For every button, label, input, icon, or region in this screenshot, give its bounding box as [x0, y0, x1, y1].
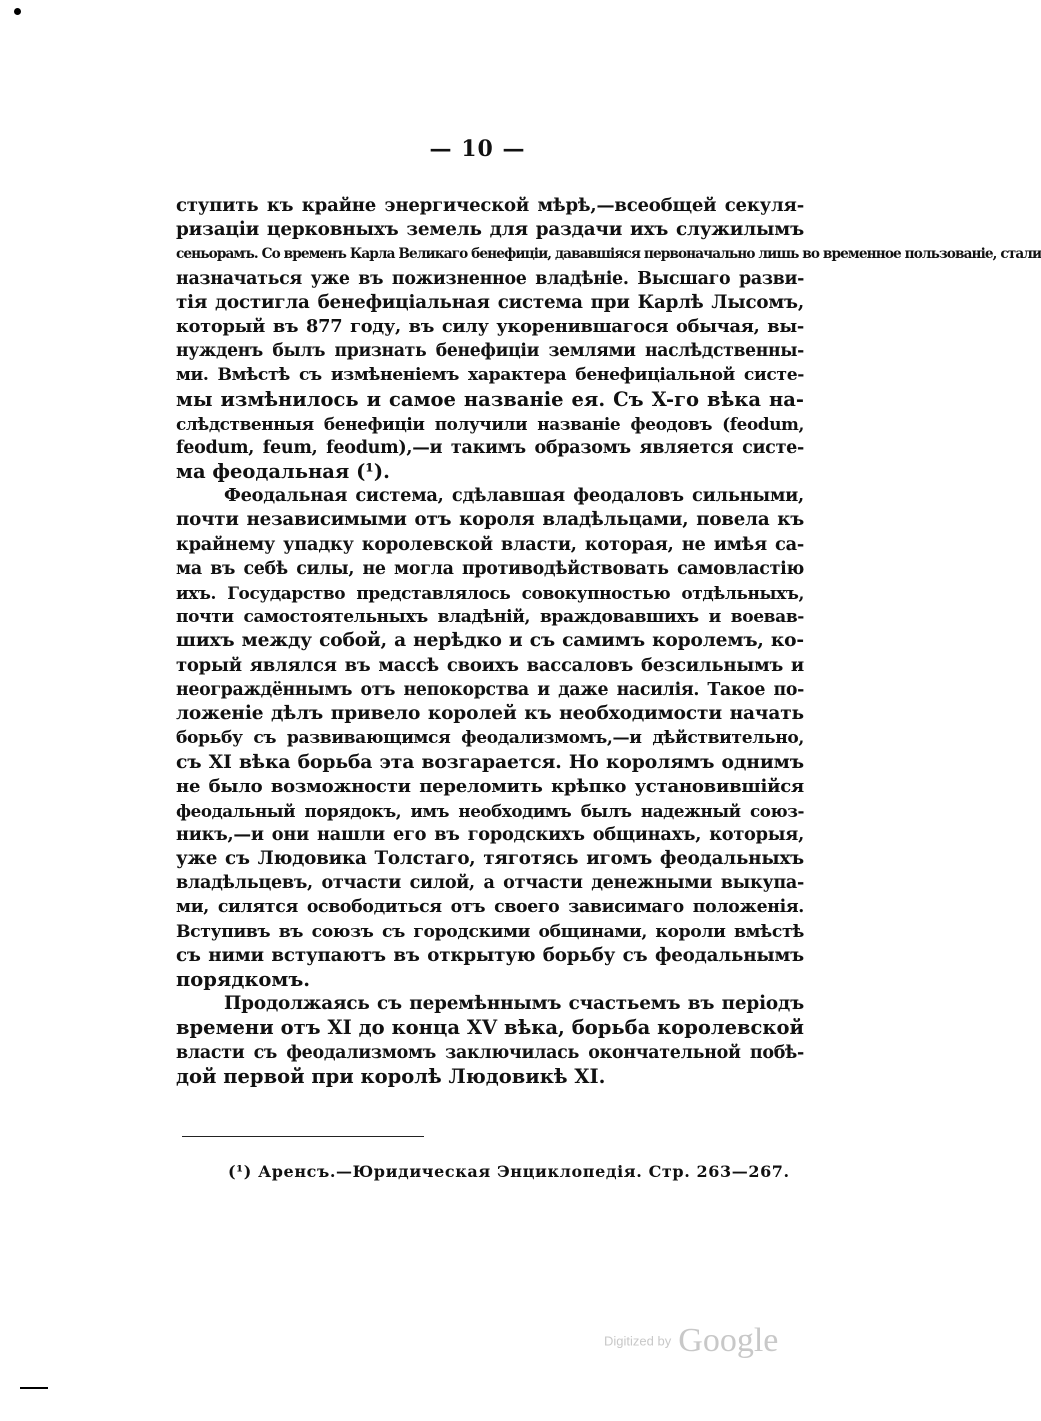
paragraph	[176, 992, 804, 1089]
text-line: мы измѣнилось и самое названіе ея. Съ X-го вѣка на-	[176, 387, 804, 411]
text-line: ми, силятся освободиться отъ своего зависимаго положенія.	[176, 897, 804, 918]
text-line: шихъ между собой, а нерѣдко и съ самимъ королемъ, ко-	[176, 630, 804, 652]
text-line: никъ,—и они нашли его въ городскихъ общинахъ, которыя,	[176, 823, 804, 845]
digitized-watermark	[604, 1322, 778, 1360]
text-line: ложеніе дѣлъ привело королей къ необходимости начать	[176, 702, 804, 724]
paragraph	[176, 484, 804, 992]
paragraph	[176, 194, 1041, 484]
text-line: власти съ феодализмомъ заключилась окончательной побѣ-	[176, 1042, 804, 1063]
body-text	[176, 194, 1041, 1089]
watermark-prefix: Digitized by	[604, 1333, 672, 1349]
scan-mark	[20, 1387, 48, 1389]
text-line: неограждённымъ отъ непокорства и даже насилія. Такое по-	[176, 679, 804, 700]
text-line: ступить къ крайне энергической мѣрѣ,—всеобщей секуля-	[176, 195, 804, 216]
text-line: уже съ Людовика Толстаго, тяготясь игомъ феодальныхъ	[176, 848, 804, 870]
text-line: назначаться уже въ пожизненное владѣніе. Высшаго разви-	[176, 268, 804, 289]
text-line: владѣльцевъ, отчасти силой, а отчасти денежными выкупа-	[176, 872, 804, 894]
text-line: крайнему упадку королевской власти, которая, не имѣя са-	[176, 533, 804, 555]
footnote-rule	[182, 1136, 424, 1137]
text-line: сеньорамъ. Со временъ Карла Великаго бенефиціи, дававшіяся первоначально лишь во временное пользованіе, стали	[176, 246, 1041, 263]
text-line: который въ 877 году, въ силу укоренившагося обычая, вы-	[176, 315, 804, 337]
text-line: феодальный порядокъ, имъ необходимъ былъ надежный союз-	[176, 800, 804, 821]
text-line: тія достигла бенефиціальная система при Карлѣ Лысомъ,	[176, 291, 804, 313]
text-line: борьбу съ развивающимся феодализмомъ,—и дѣйствительно,	[176, 728, 804, 749]
text-line: почти независимыми отъ короля владѣльцами, повела къ	[176, 509, 804, 531]
text-line: Вступивъ въ союзъ съ городскими общинами, короли вмѣстѣ	[176, 921, 804, 942]
text-line: Продолжаясь съ перемѣннымъ счастьемъ въ періодъ	[224, 993, 804, 1015]
scan-speck	[14, 8, 21, 15]
text-line: почти самостоятельныхъ владѣній, враждовавшихъ и воевав-	[176, 607, 804, 628]
google-logo: Google	[678, 1322, 779, 1359]
text-line: ма феодальная (¹).	[176, 460, 390, 484]
text-line: слѣдственныя бенефиціи получили названіе феодовъ (feodum,	[176, 413, 804, 434]
text-line: ихъ. Государство представлялось совокупностью отдѣльныхъ,	[176, 583, 804, 603]
footnote: (¹) Аренсъ.—Юридическая Энциклопедія. Стр. 263—267.	[228, 1162, 790, 1181]
text-line: съ XI вѣка борьба эта возгарается. Но королямъ однимъ	[176, 751, 804, 774]
page-number: — 10 —	[429, 136, 526, 162]
text-line: торый являлся въ массѣ своихъ вассаловъ безсильнымъ и	[176, 654, 804, 676]
text-line: не было возможности переломить крѣпко установившійся	[176, 775, 804, 797]
text-line: ми. Вмѣстѣ съ измѣненіемъ характера бенефиціальной систе-	[176, 365, 804, 386]
text-line: времени отъ XI до конца XV вѣка, борьба королевской	[176, 1016, 804, 1040]
text-line: Феодальная система, сдѣлавшая феодаловъ сильными,	[224, 485, 804, 507]
text-line: нужденъ былъ признать бенефиціи землями наслѣдственны-	[176, 341, 804, 362]
text-line: съ ними вступаютъ въ открытую борьбу съ феодальнымъ	[176, 944, 804, 966]
text-line: ма въ себѣ силы, не могла противодѣйствовать самовластію	[176, 558, 804, 579]
text-line: дой первой при королѣ Людовикѣ XI.	[176, 1064, 606, 1088]
text-line: ризаціи церковныхъ земель для раздачи ихъ служилымъ	[176, 219, 804, 241]
text-line: feodum, feum, feodum),—и такимъ образомъ является систе-	[176, 437, 804, 458]
text-line: порядкомъ.	[176, 968, 311, 991]
